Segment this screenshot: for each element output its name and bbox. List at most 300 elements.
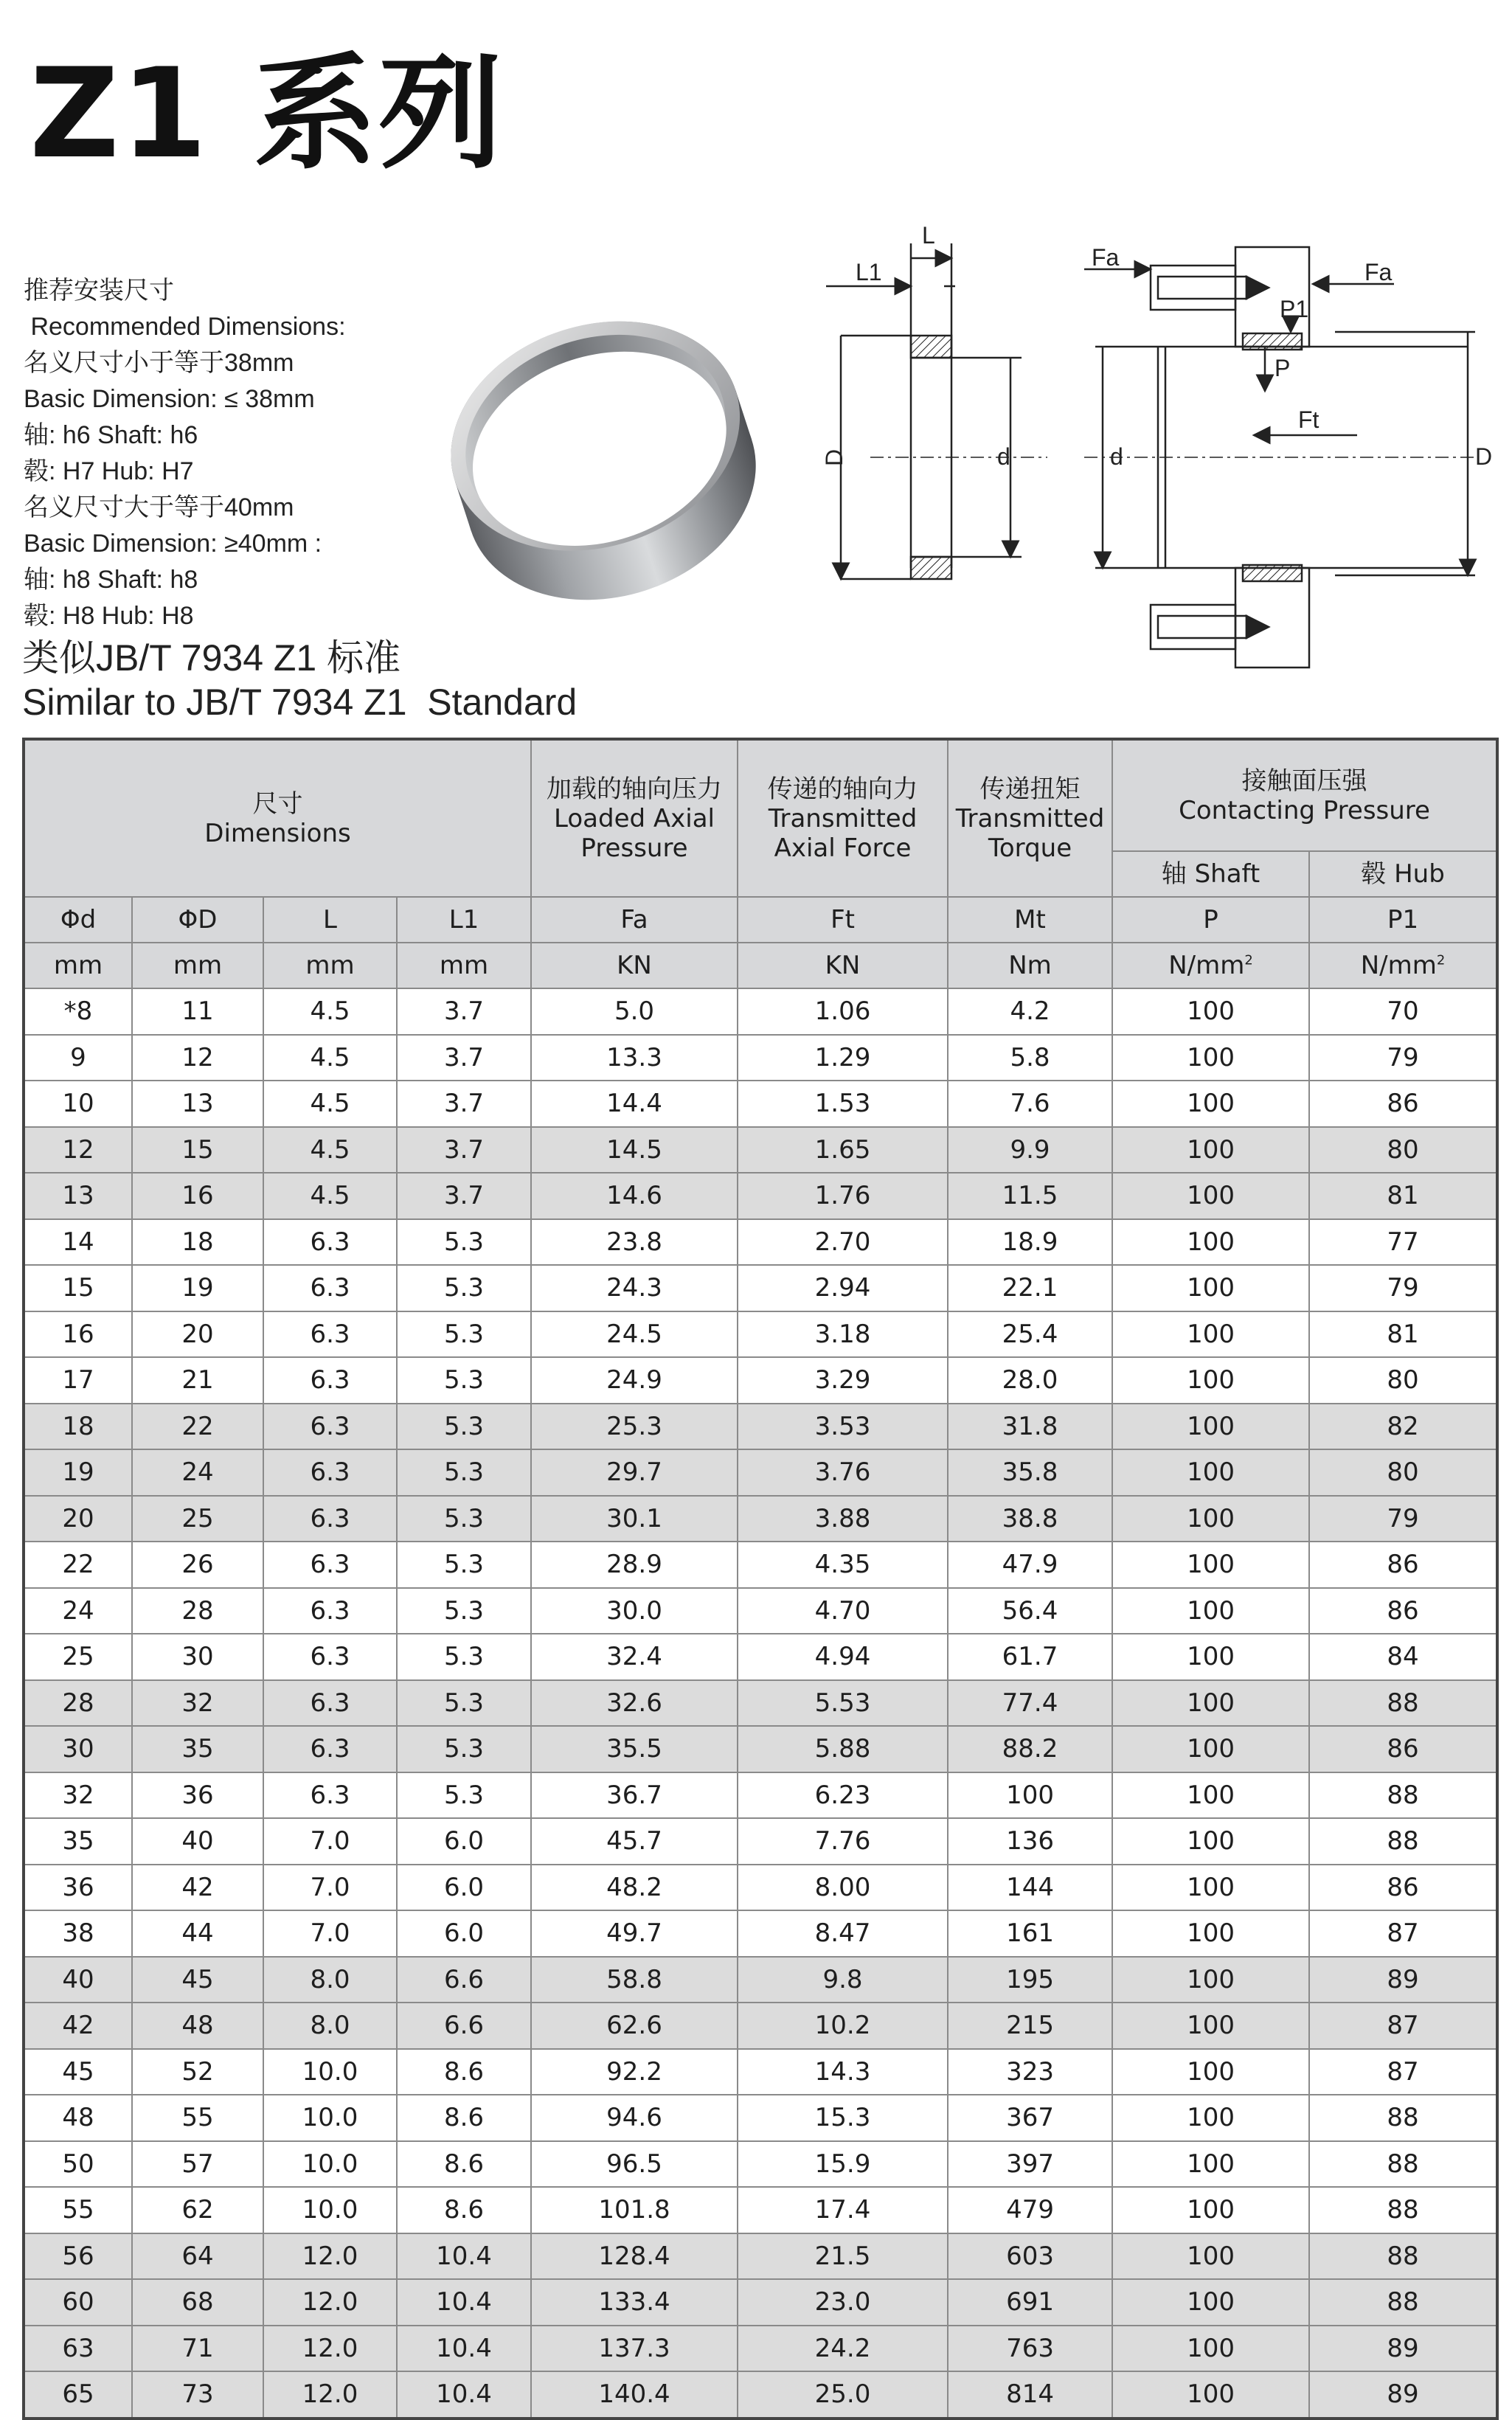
table-cell: 86 bbox=[1309, 1865, 1497, 1911]
table-cell: 81 bbox=[1309, 1311, 1497, 1358]
table-cell: 23.0 bbox=[738, 2279, 948, 2326]
table-cell: 100 bbox=[1112, 1127, 1309, 1173]
table-row bbox=[24, 1957, 1497, 2003]
table-cell: 28.9 bbox=[531, 1542, 738, 1588]
table-cell: 35 bbox=[132, 1726, 263, 1772]
table-cell: 5.0 bbox=[531, 988, 738, 1035]
table-cell: 48 bbox=[132, 2003, 263, 2049]
symbol-cell: Φd bbox=[24, 897, 132, 943]
table-cell: 63 bbox=[24, 2326, 132, 2372]
table-cell: 100 bbox=[1112, 1496, 1309, 1542]
symbol-cell: L1 bbox=[397, 897, 531, 943]
table-row bbox=[24, 1035, 1497, 1081]
recommended-dimensions bbox=[24, 273, 437, 634]
table-cell: 84 bbox=[1309, 1634, 1497, 1680]
unit-cell: mm bbox=[24, 943, 132, 988]
table-cell: 4.5 bbox=[263, 1081, 397, 1127]
table-cell: 8.6 bbox=[397, 2187, 531, 2233]
table-cell: 5.3 bbox=[397, 1449, 531, 1496]
table-cell: 100 bbox=[1112, 1265, 1309, 1311]
rec-line: 名义尺寸小于等于38mm bbox=[24, 349, 294, 377]
table-cell: 88.2 bbox=[948, 1726, 1112, 1772]
table-cell: 79 bbox=[1309, 1265, 1497, 1311]
table-cell: 9.9 bbox=[948, 1127, 1112, 1173]
table-cell: 23.8 bbox=[531, 1219, 738, 1266]
table-cell: 3.7 bbox=[397, 988, 531, 1035]
table-cell: 100 bbox=[1112, 1219, 1309, 1266]
table-cell: 2.94 bbox=[738, 1265, 948, 1311]
table-cell: 1.76 bbox=[738, 1173, 948, 1219]
table-cell: 8.0 bbox=[263, 2003, 397, 2049]
rec-line: 推荐安装尺寸 bbox=[24, 277, 174, 305]
table-cell: 100 bbox=[1112, 1818, 1309, 1865]
table-row bbox=[24, 2003, 1497, 2049]
table-cell: 89 bbox=[1309, 2371, 1497, 2419]
table-cell: 30 bbox=[132, 1634, 263, 1680]
table-cell: 100 bbox=[1112, 2049, 1309, 2095]
table-cell: 52 bbox=[132, 2049, 263, 2095]
table-cell: 5.3 bbox=[397, 1311, 531, 1358]
table-cell: 48.2 bbox=[531, 1865, 738, 1911]
table-cell: 50 bbox=[24, 2141, 132, 2188]
table-cell: 44 bbox=[132, 1910, 263, 1957]
table-cell: 35.5 bbox=[531, 1726, 738, 1772]
table-row bbox=[24, 2371, 1497, 2419]
table-cell: 6.6 bbox=[397, 2003, 531, 2049]
table-cell: 6.3 bbox=[263, 1357, 397, 1404]
table-cell: 763 bbox=[948, 2326, 1112, 2372]
table-cell: 101.8 bbox=[531, 2187, 738, 2233]
table-cell: 814 bbox=[948, 2371, 1112, 2419]
table-cell: 17 bbox=[24, 1357, 132, 1404]
table-cell: 1.65 bbox=[738, 1127, 948, 1173]
table-cell: 140.4 bbox=[531, 2371, 738, 2419]
table-cell: 8.6 bbox=[397, 2141, 531, 2188]
table-cell: 45 bbox=[24, 2049, 132, 2095]
table-cell: 88 bbox=[1309, 2233, 1497, 2280]
table-row bbox=[24, 1910, 1497, 1957]
table-cell: 6.0 bbox=[397, 1910, 531, 1957]
table-cell: 6.3 bbox=[263, 1311, 397, 1358]
table-cell: 87 bbox=[1309, 2049, 1497, 2095]
table-cell: 35.8 bbox=[948, 1449, 1112, 1496]
table-cell: 25 bbox=[24, 1634, 132, 1680]
table-cell: 87 bbox=[1309, 2003, 1497, 2049]
symbol-cell: Mt bbox=[948, 897, 1112, 943]
table-cell: 100 bbox=[1112, 1449, 1309, 1496]
table-cell: 4.2 bbox=[948, 988, 1112, 1035]
table-cell: 12 bbox=[132, 1035, 263, 1081]
rec-line: 轴: h6 Shaft: h6 bbox=[24, 421, 198, 449]
table-cell: 24.5 bbox=[531, 1311, 738, 1358]
table-cell: 10.0 bbox=[263, 2095, 397, 2141]
table-cell: 14.4 bbox=[531, 1081, 738, 1127]
table-cell: 6.3 bbox=[263, 1772, 397, 1819]
table-cell: 15.3 bbox=[738, 2095, 948, 2141]
table-cell: 6.3 bbox=[263, 1542, 397, 1588]
table-cell: 88 bbox=[1309, 1818, 1497, 1865]
table-cell: 3.29 bbox=[738, 1357, 948, 1404]
label-p1: P1 bbox=[1280, 296, 1309, 322]
table-cell: 25.0 bbox=[738, 2371, 948, 2419]
table-cell: 100 bbox=[1112, 1634, 1309, 1680]
table-cell: 6.3 bbox=[263, 1588, 397, 1634]
table-cell: 11.5 bbox=[948, 1173, 1112, 1219]
table-cell: 49.7 bbox=[531, 1910, 738, 1957]
standard-note bbox=[22, 636, 577, 724]
table-cell: 86 bbox=[1309, 1588, 1497, 1634]
table-cell: 367 bbox=[948, 2095, 1112, 2141]
table-cell: 40 bbox=[132, 1818, 263, 1865]
table-cell: 3.76 bbox=[738, 1449, 948, 1496]
symbol-cell: P bbox=[1112, 897, 1309, 943]
table-cell: 7.0 bbox=[263, 1818, 397, 1865]
table-cell: 1.53 bbox=[738, 1081, 948, 1127]
table-cell: 100 bbox=[1112, 1772, 1309, 1819]
table-cell: 77.4 bbox=[948, 1680, 1112, 1727]
unit-cell: KN bbox=[738, 943, 948, 988]
table-cell: 1.29 bbox=[738, 1035, 948, 1081]
table-cell: 4.5 bbox=[263, 1173, 397, 1219]
table-cell: 42 bbox=[24, 2003, 132, 2049]
table-cell: 7.0 bbox=[263, 1910, 397, 1957]
table-cell: 24.2 bbox=[738, 2326, 948, 2372]
table-cell: 10.2 bbox=[738, 2003, 948, 2049]
table-cell: 5.8 bbox=[948, 1035, 1112, 1081]
table-row bbox=[24, 1588, 1497, 1634]
table-cell: 25.4 bbox=[948, 1311, 1112, 1358]
table-cell: 36 bbox=[132, 1772, 263, 1819]
table-cell: 100 bbox=[1112, 2187, 1309, 2233]
table-cell: 8.0 bbox=[263, 1957, 397, 2003]
table-cell: 10.4 bbox=[397, 2326, 531, 2372]
table-cell: 28.0 bbox=[948, 1357, 1112, 1404]
table-cell: 61.7 bbox=[948, 1634, 1112, 1680]
table-cell: 89 bbox=[1309, 1957, 1497, 2003]
table-cell: 7.6 bbox=[948, 1081, 1112, 1127]
table-cell: 100 bbox=[1112, 2371, 1309, 2419]
symbol-cell: Ft bbox=[738, 897, 948, 943]
rec-line: 名义尺寸大于等于40mm bbox=[24, 493, 294, 521]
table-cell: 5.3 bbox=[397, 1634, 531, 1680]
table-cell: 12.0 bbox=[263, 2371, 397, 2419]
table-cell: 100 bbox=[1112, 2095, 1309, 2141]
symbol-cell: ΦD bbox=[132, 897, 263, 943]
table-row bbox=[24, 1265, 1497, 1311]
table-cell: 19 bbox=[132, 1265, 263, 1311]
table-row bbox=[24, 2049, 1497, 2095]
table-row bbox=[24, 2279, 1497, 2326]
unit-cell: mm bbox=[132, 943, 263, 988]
table-cell: 25 bbox=[132, 1496, 263, 1542]
table-cell: 64 bbox=[132, 2233, 263, 2280]
table-cell: 60 bbox=[24, 2279, 132, 2326]
table-cell: 100 bbox=[1112, 2233, 1309, 2280]
spec-table bbox=[22, 738, 1499, 2420]
table-cell: 6.3 bbox=[263, 1634, 397, 1680]
table-cell: 38 bbox=[24, 1910, 132, 1957]
table-cell: 79 bbox=[1309, 1496, 1497, 1542]
table-cell: 10.4 bbox=[397, 2279, 531, 2326]
header-contact-pressure: 接触面压强 Contacting Pressure bbox=[1112, 739, 1497, 851]
table-cell: 691 bbox=[948, 2279, 1112, 2326]
table-cell: 62 bbox=[132, 2187, 263, 2233]
table-cell: *8 bbox=[24, 988, 132, 1035]
table-cell: 10.0 bbox=[263, 2187, 397, 2233]
table-row bbox=[24, 2187, 1497, 2233]
unit-cell: KN bbox=[531, 943, 738, 988]
table-cell: 21 bbox=[132, 1357, 263, 1404]
table-cell: 88 bbox=[1309, 1680, 1497, 1727]
table-cell: 479 bbox=[948, 2187, 1112, 2233]
table-cell: 17.4 bbox=[738, 2187, 948, 2233]
table-cell: 16 bbox=[24, 1311, 132, 1358]
table-row bbox=[24, 1496, 1497, 1542]
table-cell: 77 bbox=[1309, 1219, 1497, 1266]
table-cell: 5.3 bbox=[397, 1542, 531, 1588]
table-cell: 7.0 bbox=[263, 1865, 397, 1911]
symbol-cell: Fa bbox=[531, 897, 738, 943]
table-row bbox=[24, 2141, 1497, 2188]
ring-photo bbox=[443, 288, 760, 620]
table-cell: 4.5 bbox=[263, 1035, 397, 1081]
table-cell: 29.7 bbox=[531, 1449, 738, 1496]
table-cell: 5.3 bbox=[397, 1265, 531, 1311]
table-cell: 5.3 bbox=[397, 1680, 531, 1727]
table-cell: 30.1 bbox=[531, 1496, 738, 1542]
table-row bbox=[24, 1219, 1497, 1266]
table-cell: 86 bbox=[1309, 1081, 1497, 1127]
table-row bbox=[24, 1173, 1497, 1219]
table-cell: 100 bbox=[1112, 1357, 1309, 1404]
table-cell: 24.9 bbox=[531, 1357, 738, 1404]
table-cell: 88 bbox=[1309, 2279, 1497, 2326]
unit-cell: mm bbox=[397, 943, 531, 988]
table-cell: 100 bbox=[1112, 1680, 1309, 1727]
table-cell: 144 bbox=[948, 1865, 1112, 1911]
rec-line: Recommended Dimensions: bbox=[24, 313, 346, 341]
table-cell: 11 bbox=[132, 988, 263, 1035]
table-row bbox=[24, 1680, 1497, 1727]
table-cell: 100 bbox=[1112, 1311, 1309, 1358]
table-cell: 5.3 bbox=[397, 1404, 531, 1450]
table-cell: 80 bbox=[1309, 1127, 1497, 1173]
table-cell: 5.88 bbox=[738, 1726, 948, 1772]
rec-line: 毂: H7 Hub: H7 bbox=[24, 457, 194, 485]
table-cell: 6.3 bbox=[263, 1680, 397, 1727]
table-cell: 5.3 bbox=[397, 1726, 531, 1772]
header-shaft: 轴 Shaft bbox=[1112, 851, 1309, 897]
table-cell: 100 bbox=[1112, 2326, 1309, 2372]
table-cell: 96.5 bbox=[531, 2141, 738, 2188]
table-cell: 73 bbox=[132, 2371, 263, 2419]
header-mt: 传递扭矩 Transmitted Torque bbox=[948, 739, 1112, 897]
table-cell: 24 bbox=[24, 1588, 132, 1634]
table-cell: 31.8 bbox=[948, 1404, 1112, 1450]
table-cell: 55 bbox=[24, 2187, 132, 2233]
table-cell: 68 bbox=[132, 2279, 263, 2326]
table-cell: 57 bbox=[132, 2141, 263, 2188]
table-cell: 2.70 bbox=[738, 1219, 948, 1266]
table-cell: 3.53 bbox=[738, 1404, 948, 1450]
table-cell: 6.0 bbox=[397, 1865, 531, 1911]
table-cell: 79 bbox=[1309, 1035, 1497, 1081]
table-cell: 30.0 bbox=[531, 1588, 738, 1634]
table-cell: 9 bbox=[24, 1035, 132, 1081]
table-cell: 5.3 bbox=[397, 1772, 531, 1819]
table-cell: 12 bbox=[24, 1127, 132, 1173]
table-cell: 36.7 bbox=[531, 1772, 738, 1819]
label-fa-right: Fa bbox=[1364, 259, 1393, 285]
table-cell: 5.3 bbox=[397, 1496, 531, 1542]
unit-cell: mm bbox=[263, 943, 397, 988]
standard-en: Similar to JB/T 7934 Z1 Standard bbox=[22, 682, 578, 723]
table-cell: 28 bbox=[132, 1588, 263, 1634]
table-cell: 100 bbox=[1112, 1910, 1309, 1957]
table-cell: 100 bbox=[1112, 1404, 1309, 1450]
table-cell: 4.35 bbox=[738, 1542, 948, 1588]
table-row bbox=[24, 1404, 1497, 1450]
table-cell: 22.1 bbox=[948, 1265, 1112, 1311]
rec-line: Basic Dimension: ≥40mm : bbox=[24, 530, 322, 558]
table-cell: 18 bbox=[132, 1219, 263, 1266]
table-cell: 100 bbox=[948, 1772, 1112, 1819]
table-row bbox=[24, 1542, 1497, 1588]
table-row bbox=[24, 1449, 1497, 1496]
table-cell: 13 bbox=[24, 1173, 132, 1219]
table-cell: 20 bbox=[24, 1496, 132, 1542]
label-fa-left: Fa bbox=[1092, 244, 1120, 271]
table-cell: 32 bbox=[132, 1680, 263, 1727]
table-cell: 88 bbox=[1309, 2095, 1497, 2141]
table-cell: 86 bbox=[1309, 1726, 1497, 1772]
header-fa: 加载的轴向压力 Loaded Axial Pressure bbox=[531, 739, 738, 897]
table-cell: 24.3 bbox=[531, 1265, 738, 1311]
table-cell: 14.3 bbox=[738, 2049, 948, 2095]
table-cell: 4.94 bbox=[738, 1634, 948, 1680]
table-cell: 88 bbox=[1309, 2187, 1497, 2233]
table-cell: 323 bbox=[948, 2049, 1112, 2095]
standard-cn: 类似JB/T 7934 Z1 标准 bbox=[22, 637, 401, 679]
table-cell: 7.76 bbox=[738, 1818, 948, 1865]
table-cell: 22 bbox=[24, 1542, 132, 1588]
table-cell: 6.3 bbox=[263, 1265, 397, 1311]
table-cell: 24 bbox=[132, 1449, 263, 1496]
table-cell: 18 bbox=[24, 1404, 132, 1450]
table-cell: 3.7 bbox=[397, 1127, 531, 1173]
table-cell: 8.6 bbox=[397, 2049, 531, 2095]
table-cell: 3.7 bbox=[397, 1173, 531, 1219]
table-cell: 89 bbox=[1309, 2326, 1497, 2372]
table-cell: 8.00 bbox=[738, 1865, 948, 1911]
table-cell: 136 bbox=[948, 1818, 1112, 1865]
table-cell: 5.3 bbox=[397, 1219, 531, 1266]
table-cell: 42 bbox=[132, 1865, 263, 1911]
table-cell: 6.23 bbox=[738, 1772, 948, 1819]
table-cell: 10.4 bbox=[397, 2233, 531, 2280]
table-cell: 47.9 bbox=[948, 1542, 1112, 1588]
table-cell: 6.0 bbox=[397, 1818, 531, 1865]
table-cell: 4.5 bbox=[263, 988, 397, 1035]
table-cell: 100 bbox=[1112, 1588, 1309, 1634]
table-cell: 5.3 bbox=[397, 1357, 531, 1404]
table-cell: 21.5 bbox=[738, 2233, 948, 2280]
table-cell: 15 bbox=[132, 1127, 263, 1173]
table-cell: 82 bbox=[1309, 1404, 1497, 1450]
symbol-cell: P1 bbox=[1309, 897, 1497, 943]
table-cell: 80 bbox=[1309, 1449, 1497, 1496]
unit-cell: $N/mm^2$ bbox=[1112, 943, 1309, 988]
table-cell: 94.6 bbox=[531, 2095, 738, 2141]
table-cell: 137.3 bbox=[531, 2326, 738, 2372]
table-cell: 397 bbox=[948, 2141, 1112, 2188]
table-cell: 18.9 bbox=[948, 1219, 1112, 1266]
table-cell: 100 bbox=[1112, 1081, 1309, 1127]
table-cell: 87 bbox=[1309, 1910, 1497, 1957]
table-row bbox=[24, 1726, 1497, 1772]
header-ft: 传递的轴向力 Transmitted Axial Force bbox=[738, 739, 948, 897]
label-D-left: D bbox=[821, 448, 847, 466]
table-cell: 56 bbox=[24, 2233, 132, 2280]
symbol-cell: L bbox=[263, 897, 397, 943]
rec-line: Basic Dimension: ≤ 38mm bbox=[24, 385, 315, 413]
table-row bbox=[24, 1357, 1497, 1404]
table-cell: 13.3 bbox=[531, 1035, 738, 1081]
table-cell: 70 bbox=[1309, 988, 1497, 1035]
table-cell: 5.3 bbox=[397, 1588, 531, 1634]
table-row bbox=[24, 1311, 1497, 1358]
table-cell: 15 bbox=[24, 1265, 132, 1311]
table-cell: 100 bbox=[1112, 1542, 1309, 1588]
table-cell: 45.7 bbox=[531, 1818, 738, 1865]
table-cell: 10.0 bbox=[263, 2141, 397, 2188]
table-row bbox=[24, 1127, 1497, 1173]
table-cell: 71 bbox=[132, 2326, 263, 2372]
table-cell: 28 bbox=[24, 1680, 132, 1727]
table-cell: 12.0 bbox=[263, 2279, 397, 2326]
table-cell: 86 bbox=[1309, 1542, 1497, 1588]
table-cell: 30 bbox=[24, 1726, 132, 1772]
table-cell: 80 bbox=[1309, 1357, 1497, 1404]
table-cell: 20 bbox=[132, 1311, 263, 1358]
table-cell: 603 bbox=[948, 2233, 1112, 2280]
table-cell: 10 bbox=[24, 1081, 132, 1127]
table-cell: 45 bbox=[132, 1957, 263, 2003]
table-cell: 128.4 bbox=[531, 2233, 738, 2280]
table-cell: 81 bbox=[1309, 1173, 1497, 1219]
table-cell: 6.3 bbox=[263, 1219, 397, 1266]
table-cell: 12.0 bbox=[263, 2326, 397, 2372]
table-cell: 35 bbox=[24, 1818, 132, 1865]
table-row bbox=[24, 1634, 1497, 1680]
table-cell: 88 bbox=[1309, 2141, 1497, 2188]
table-cell: 92.2 bbox=[531, 2049, 738, 2095]
header-hub: 毂 Hub bbox=[1309, 851, 1497, 897]
table-row bbox=[24, 2233, 1497, 2280]
table-cell: 36 bbox=[24, 1865, 132, 1911]
table-cell: 14.5 bbox=[531, 1127, 738, 1173]
table-cell: 4.5 bbox=[263, 1127, 397, 1173]
rec-line: 毂: H8 Hub: H8 bbox=[24, 602, 194, 630]
table-cell: 55 bbox=[132, 2095, 263, 2141]
technical-drawing bbox=[821, 221, 1493, 679]
table-cell: 100 bbox=[1112, 1726, 1309, 1772]
table-cell: 100 bbox=[1112, 988, 1309, 1035]
unit-cell: Nm bbox=[948, 943, 1112, 988]
table-row bbox=[24, 2095, 1497, 2141]
table-cell: 32 bbox=[24, 1772, 132, 1819]
table-cell: 65 bbox=[24, 2371, 132, 2419]
